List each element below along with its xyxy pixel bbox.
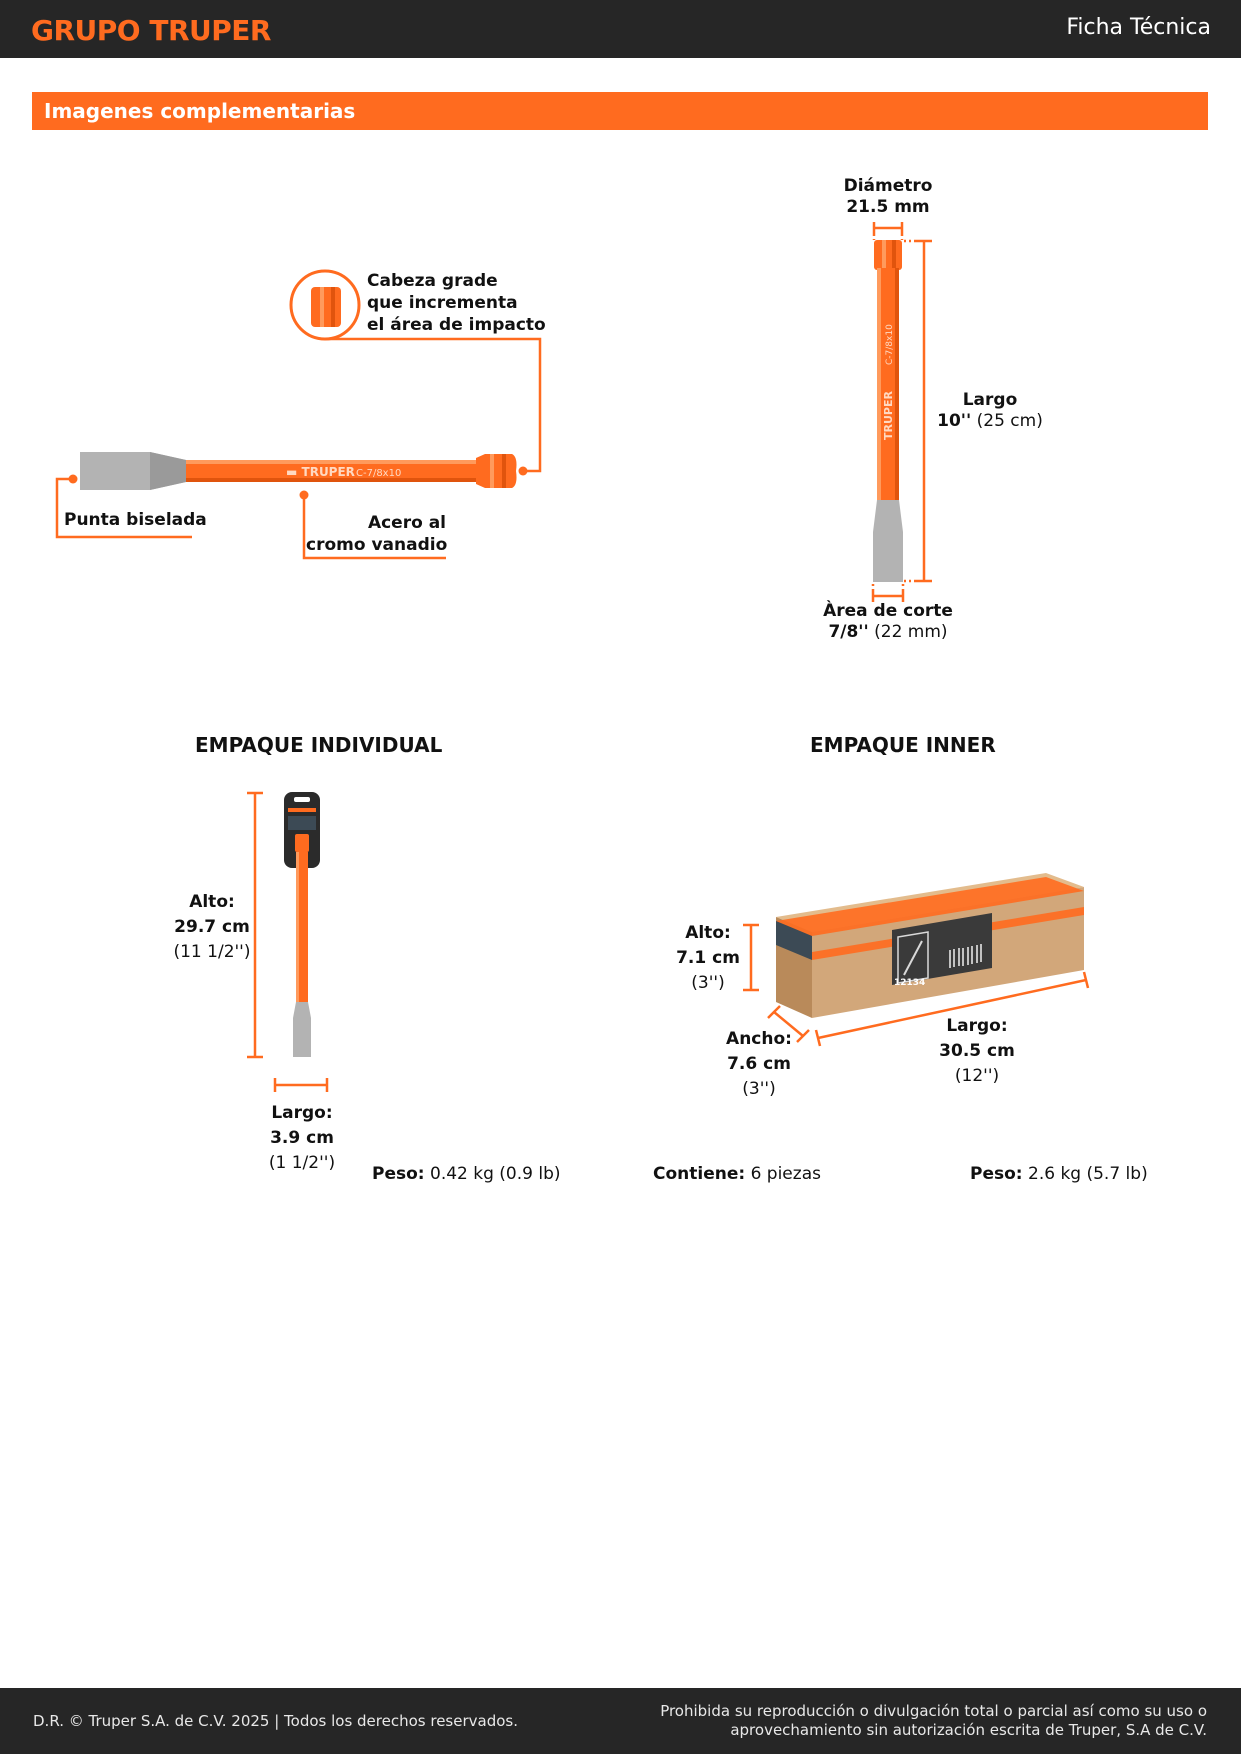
svg-text:▬ TRUPER: ▬ TRUPER xyxy=(286,465,355,479)
footer-notice: Prohibida su reproducción o divulgación total o parcial así como su uso o aprovechamiento sin autorización escrita de Truper, S.A de C.V. xyxy=(660,1702,1207,1739)
svg-text:TRUPER: TRUPER xyxy=(882,391,895,440)
inner-pack-length: Largo: 30.5 cm (12'') xyxy=(939,1016,1015,1086)
brand-logo: GRUPO TRUPER xyxy=(31,14,271,47)
svg-text:C-7/8x10: C-7/8x10 xyxy=(885,324,895,365)
svg-text:C-7/8x10: C-7/8x10 xyxy=(356,468,402,479)
chisel-vertical-image xyxy=(873,240,903,582)
head-callout-text: Cabeza grade que incrementa el área de impacto xyxy=(367,271,546,335)
individual-pack-weight: Peso: 0.42 kg (0.9 lb) xyxy=(372,1164,561,1184)
inner-pack-title: EMPAQUE INNER xyxy=(810,733,996,757)
individual-pack-title: EMPAQUE INDIVIDUAL xyxy=(195,733,443,757)
individual-pack-height: Alto: 29.7 cm (11 1/2'') xyxy=(173,892,251,962)
section-title: Imagenes complementarias xyxy=(44,99,356,123)
inner-pack-contents: Contiene: 6 piezas xyxy=(653,1164,821,1184)
inner-pack-width: Ancho: 7.6 cm (3'') xyxy=(726,1029,792,1099)
steel-callout-text: Acero al cromo vanadio xyxy=(306,513,448,555)
length-dimension: Largo 10'' (25 cm) xyxy=(937,390,1043,431)
svg-text:12134: 12134 xyxy=(894,978,926,988)
page-title: Ficha Técnica xyxy=(1066,15,1211,40)
diameter-dimension: Diámetro 21.5 mm xyxy=(843,176,933,217)
chisel-horizontal-image xyxy=(80,452,517,490)
tip-callout-text: Punta biselada xyxy=(64,510,207,530)
inner-box-image xyxy=(776,873,1084,1018)
individual-pack-image xyxy=(284,792,320,1057)
cut-area-dimension: Àrea de corte 7/8'' (22 mm) xyxy=(823,601,953,642)
page-footer xyxy=(0,1688,1241,1754)
individual-pack-length: Largo: 3.9 cm (1 1/2'') xyxy=(268,1103,336,1173)
inner-pack-height: Alto: 7.1 cm (3'') xyxy=(676,923,740,993)
inner-pack-weight: Peso: 2.6 kg (5.7 lb) xyxy=(970,1164,1148,1184)
footer-copyright: D.R. © Truper S.A. de C.V. 2025 | Todos los derechos reservados. xyxy=(33,1712,518,1730)
